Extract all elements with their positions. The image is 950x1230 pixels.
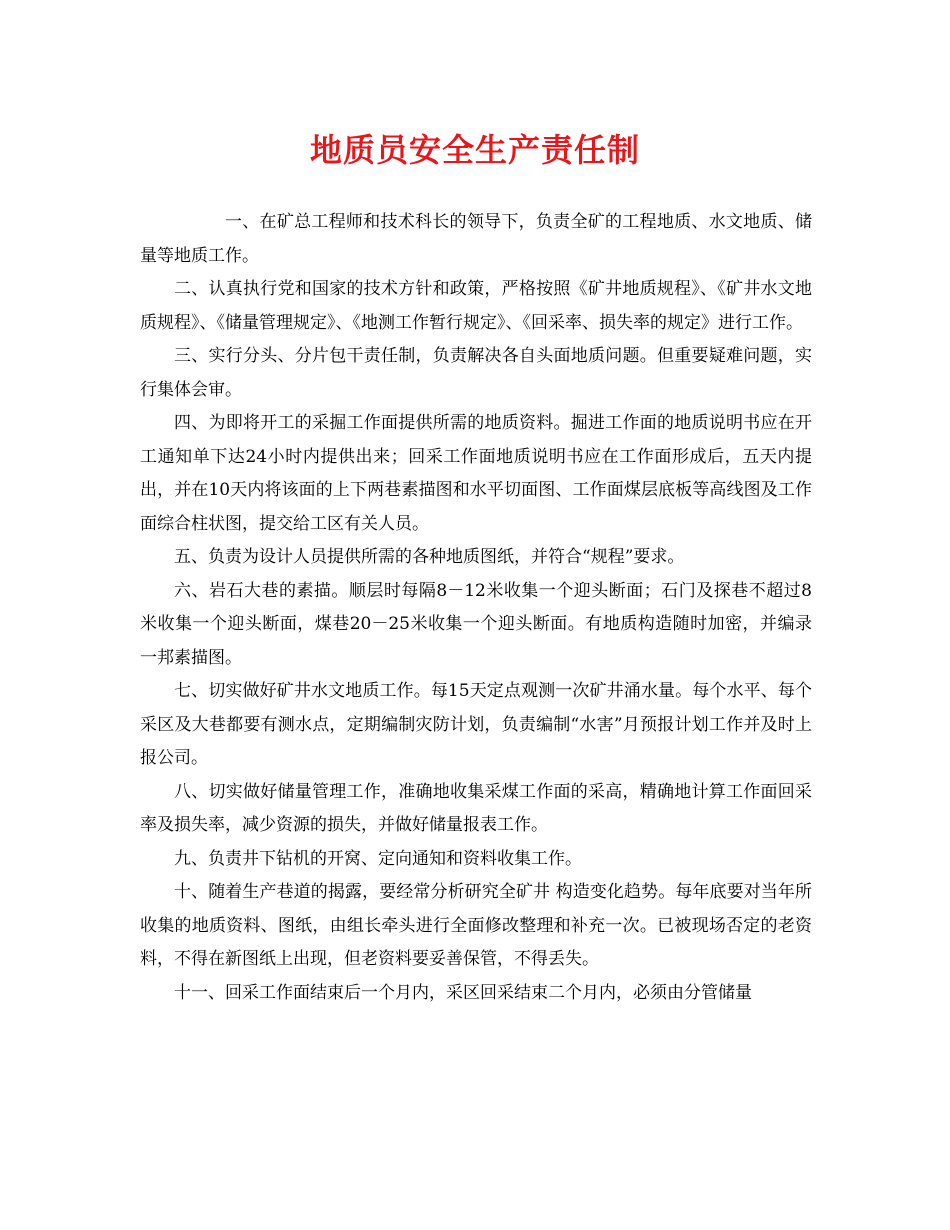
paragraph-10: 十、随着生产巷道的揭露，要经常分析研究全矿井 构造变化趋势。每年底要对当年所收集的地质资料、图纸，由组长牵头进行全面修改整理和补充一次。已被现场否定的老资料，不得在新图纸上出现，但老资料要妥善保管，不得丢失。 bbox=[140, 882, 812, 969]
paragraph-8: 八、切实做好储量管理工作，准确地收集采煤工作面的采高，精确地计算工作面回采率及损失率，减少资源的损失，并做好储量报表工作。 bbox=[140, 781, 812, 835]
paragraph-6: 六、岩石大巷的素描。顺层时每隔8－12米收集一个迎头断面；石门及探巷不超过8米收集一个迎头断面，煤巷20－25米收集一个迎头断面。有地质构造随时加密，并编录一邦素描图。 bbox=[140, 580, 812, 668]
paragraph-7: 七、切实做好矿井水文地质工作。每15天定点观测一次矿井涌水量。每个水平、每个采区及大巷都要有测水点，定期编制灾防计划，负责编制“水害”月预报计划工作并及时上报公司。 bbox=[140, 681, 812, 768]
document-title: 地质员安全生产责任制 bbox=[309, 131, 640, 169]
paragraph-9: 九、负责井下钻机的开窝、定向通知和资料收集工作。 bbox=[174, 848, 582, 869]
paragraph-5: 五、负责为设计人员提供所需的各种地质图纸，并符合“规程”要求。 bbox=[174, 547, 685, 567]
paragraph-11: 十一、回采工作面结束后一个月内，采区回采结束二个月内，必须由分管储量 bbox=[174, 982, 752, 1003]
document-body bbox=[140, 206, 812, 1010]
paragraph-2: 二、认真执行党和国家的技术方针和政策，严格按照《矿井地质规程》、《矿井水文地质规程》、《储量管理规定》、《地测工作暂行规定》、《回采率、损失率的规定》进行工作。 bbox=[140, 279, 812, 333]
paragraph-4: 四、为即将开工的采掘工作面提供所需的地质资料。掘进工作面的地质说明书应在开工通知单下达24小时内提供出来；回采工作面地质说明书应在工作面形成后，五天内提出，并在10天内将该面的上下两巷素描图和水平切面图、工作面煤层底板等高线图及工作面综合柱状图，提交给工区有关人员。 bbox=[140, 413, 812, 534]
paragraph-3: 三、实行分头、分片包干责任制，负责解决各自头面地质问题。但重要疑难问题，实行集体会审。 bbox=[140, 346, 812, 400]
paragraph-1: 一、在矿总工程师和技术科长的领导下，负责全矿的工程地质、水文地质、储量等地质工作。 bbox=[140, 212, 812, 266]
